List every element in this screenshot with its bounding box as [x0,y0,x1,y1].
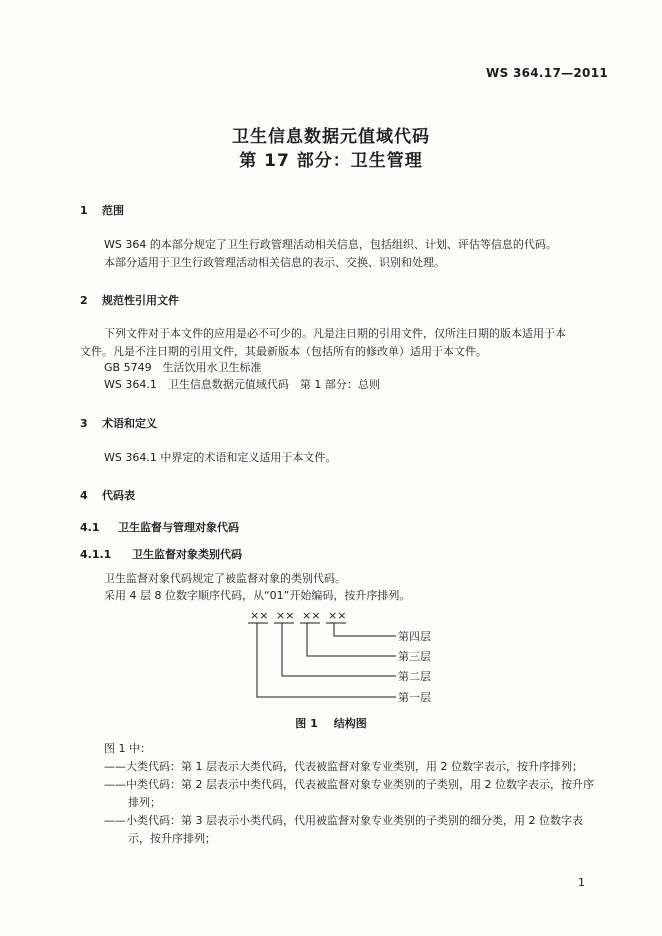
section-title: 术语和定义 [102,417,157,430]
paragraph: 下列文件对于本文件的应用是必不可少的。凡是注日期的引用文件，仅所注日期的版本适用于本 [104,327,566,340]
code-group: ×× [276,609,295,622]
note-item-continued: 示，按升序排列； [128,832,216,845]
reference-item: WS 364.1 卫生信息数据元值域代码 第 1 部分：总则 [104,378,380,391]
note-item: ——中类代码：第 2 层表示中类代码，代表被监督对象专业类别的子类别，用 2 位数字表示，按升序 [104,778,594,791]
section-number: 4 [80,489,88,502]
layer-label: 第四层 [398,630,431,643]
section-title: 代码表 [102,489,135,502]
connector-layer-1 [257,623,396,697]
connector-layer-2 [282,623,396,676]
paragraph: 文件。凡是不注日期的引用文件，其最新版本（包括所有的修改单）适用于本文件。 [80,345,487,358]
section-title: 卫生监督对象类别代码 [132,548,242,561]
section-number: 2 [80,294,88,307]
section-title: 卫生监督与管理对象代码 [118,521,239,534]
layer-label: 第一层 [398,691,431,704]
paragraph: WS 364 的本部分规定了卫生行政管理活动相关信息，包括组织、计划、评估等信息的代码。 [104,238,557,251]
note-item: ——大类代码：第 1 层表示大类代码，代表被监督对象专业类别，用 2 位数字表示，按升序排列； [104,760,583,773]
note-item: ——小类代码：第 3 层表示小类代码，代用被监督对象专业类别的子类别的细分类，用 2 位数字表 [104,814,583,827]
paragraph: 采用 4 层 8 位数字顺序代码，从“01”开始编码，按升序排列。 [104,589,411,602]
section-number: 4.1.1 [80,548,112,561]
section-number: 4.1 [80,521,100,534]
standard-code: WS 364.17—2011 [486,66,608,80]
page-number: 1 [578,876,585,889]
document-subtitle: 第 17 部分：卫生管理 [239,151,423,171]
figure-title: 结构图 [333,717,367,730]
section-title: 规范性引用文件 [102,294,179,307]
document-title: 卫生信息数据元值域代码 [232,127,430,147]
paragraph: WS 364.1 中界定的术语和定义适用于本文件。 [104,451,337,464]
figure-caption [0,715,662,731]
note-item-continued: 排列； [128,796,161,809]
section-number: 1 [80,204,88,217]
code-group: ×× [250,609,269,622]
paragraph: 卫生监督对象代码规定了被监督对象的类别代码。 [104,572,346,585]
figure-notes-intro: 图 1 中： [104,742,151,755]
section-title: 范围 [102,204,124,217]
paragraph: 本部分适用于卫生行政管理活动相关信息的表示、交换、识别和处理。 [104,256,445,269]
figure-label: 图 1 [295,717,318,730]
connector-layer-4 [334,623,396,636]
code-group: ×× [302,609,321,622]
layer-label: 第三层 [398,650,431,663]
layer-label: 第二层 [398,670,431,683]
reference-item: GB 5749 生活饮用水卫生标准 [104,361,262,374]
section-number: 3 [80,417,88,430]
code-group: ×× [328,609,347,622]
connector-layer-3 [307,623,396,656]
